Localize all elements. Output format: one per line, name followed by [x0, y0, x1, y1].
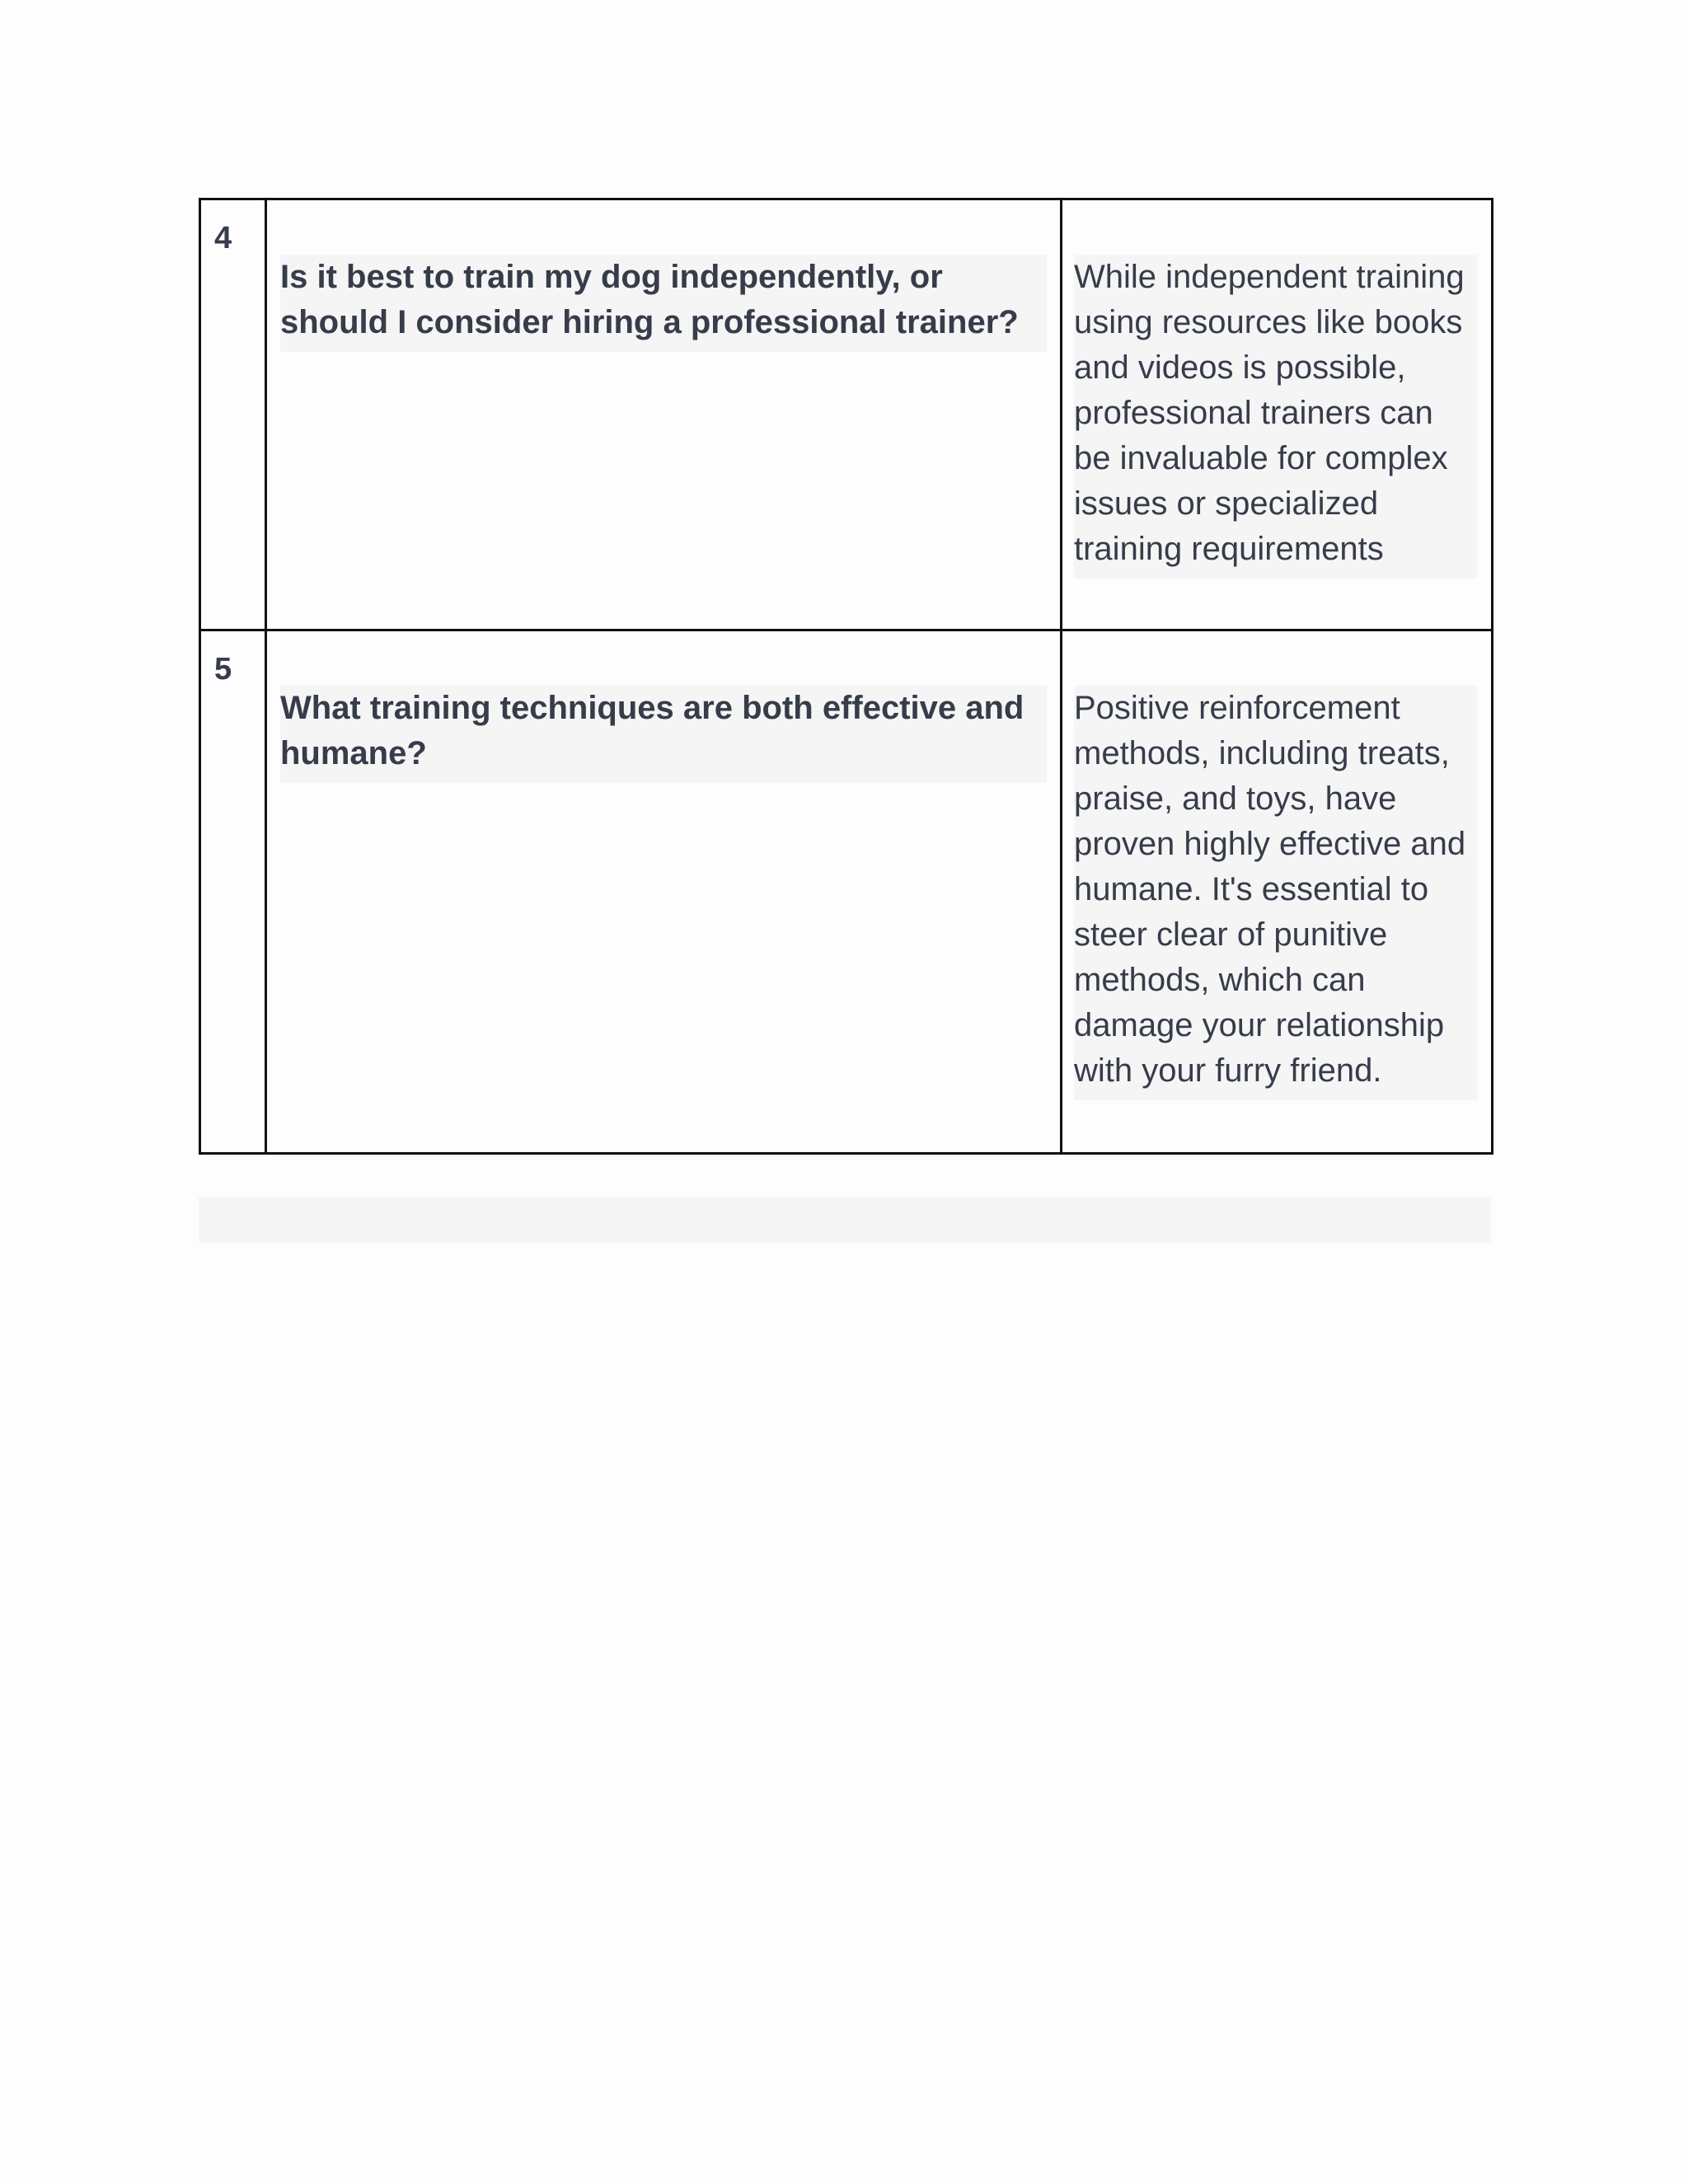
answer-cell [1062, 630, 1493, 1154]
empty-highlight-bar [199, 1197, 1491, 1243]
answer-text: Positive reinforcement methods, including treats, praise, and toys, have proven highly effective and humane. It's essential to steer clear of punitive methods, which can damage your relationship with your furry friend. [1074, 686, 1478, 1100]
row-number-cell [200, 630, 266, 1154]
faq-table [199, 198, 1493, 1155]
row-number: 5 [214, 652, 232, 687]
question-cell [266, 199, 1062, 630]
table-row [200, 199, 1493, 630]
table-row [200, 630, 1493, 1154]
question-cell [266, 630, 1062, 1154]
answer-text: While independent training using resources like books and videos is possible, professional trainers can be invaluable for complex issues or specialized training requirements [1074, 255, 1478, 579]
row-number: 4 [214, 221, 232, 255]
row-number-cell [200, 199, 266, 630]
answer-cell [1062, 199, 1493, 630]
question-text: Is it best to train my dog independently, or should I consider hiring a professional trainer? [280, 255, 1047, 352]
question-text: What training techniques are both effective and humane? [280, 686, 1047, 783]
